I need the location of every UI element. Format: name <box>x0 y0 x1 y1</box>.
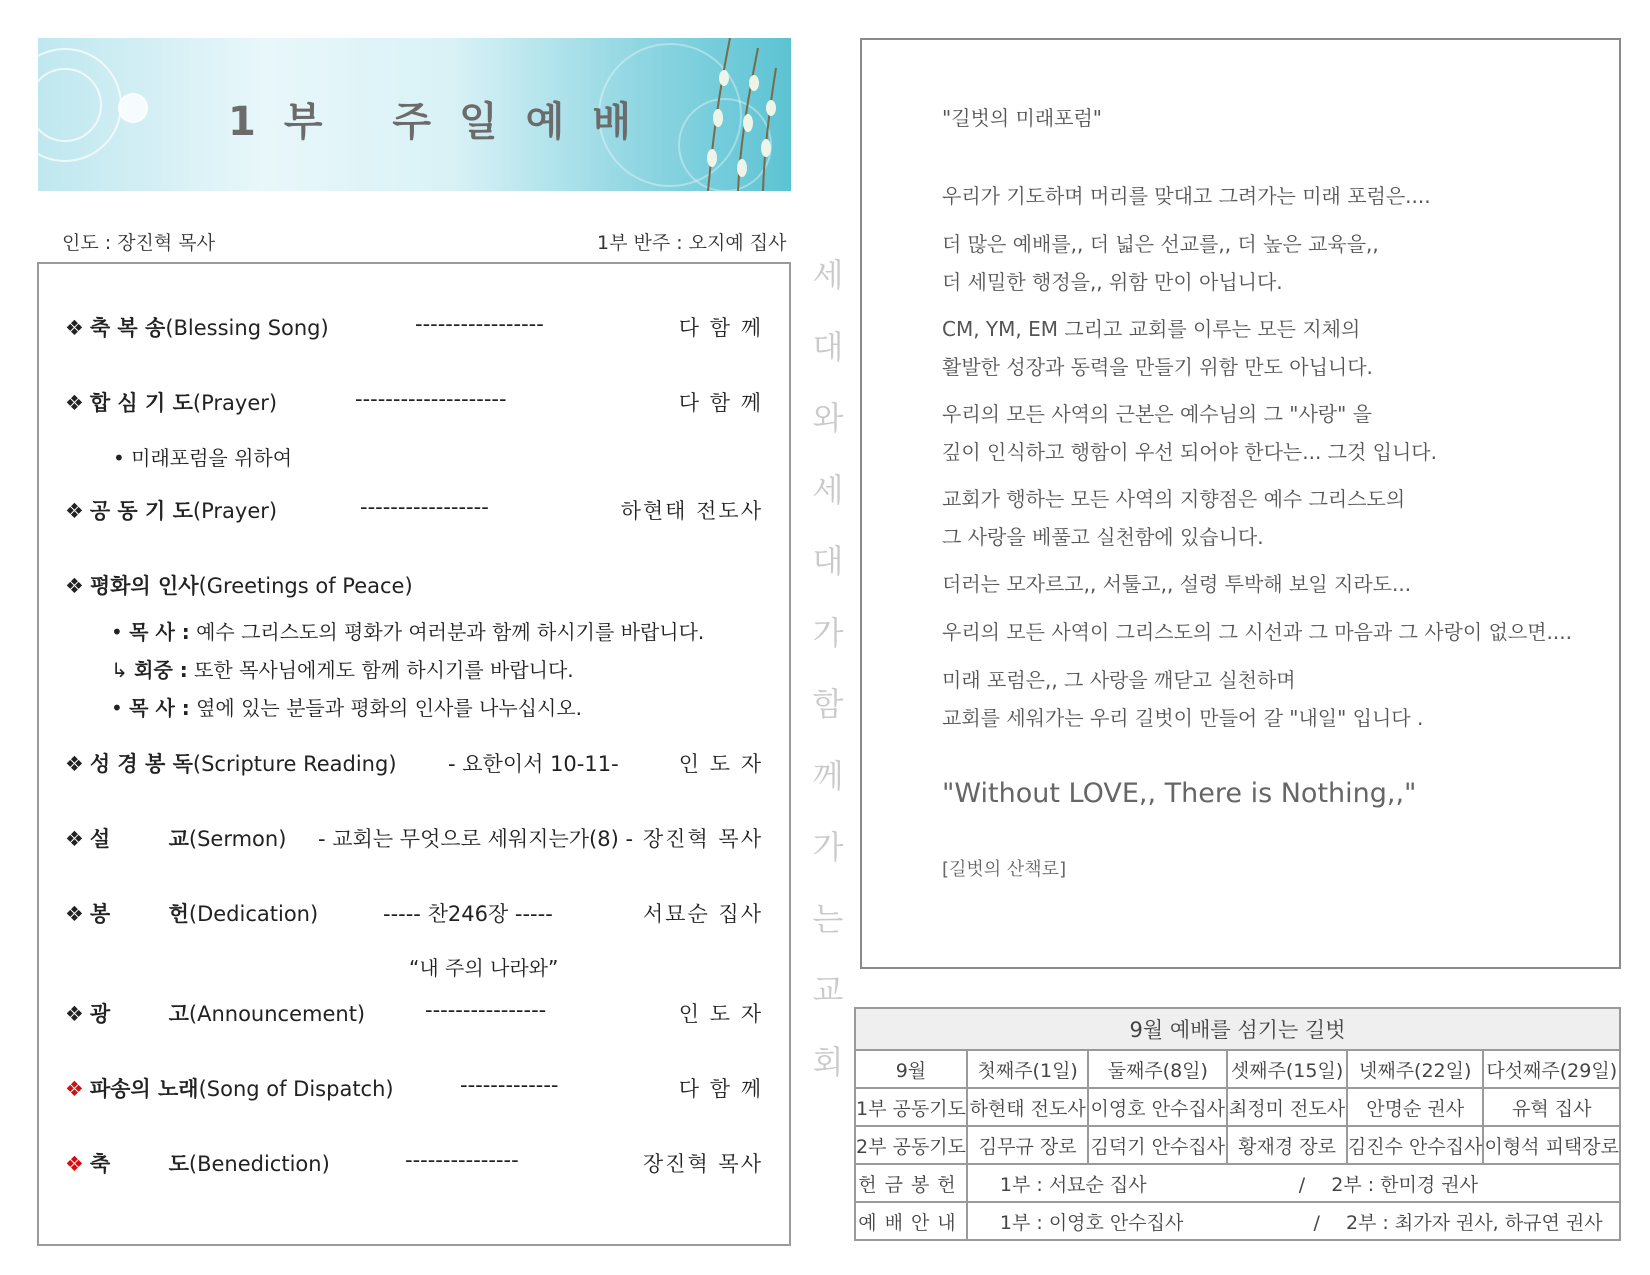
essay-box <box>860 38 1621 969</box>
order-item: ❖ 합 심 기 도(Prayer) -------------------- 다 함 께 <box>65 387 763 415</box>
diamond-icon: ❖ <box>65 902 84 926</box>
essay-line: 교회가 행하는 모든 사역의 지향점은 예수 그리스도의 <box>942 487 1406 511</box>
diamond-icon: ❖ <box>65 574 84 598</box>
essay-line: 활발한 성장과 동력을 만들기 위함 만도 아닙니다. <box>942 355 1373 379</box>
peace-line: • 목 사 : 예수 그리스도의 평화가 여러분과 함께 하시기를 바랍니다. <box>111 620 705 644</box>
diamond-icon: ❖ <box>65 752 84 776</box>
table-row: 1부 공동기도 하현태 전도사 이영호 안수집사 최정미 전도사 안명순 권사 유혁 집사 <box>855 1088 1620 1126</box>
peace-line: • 목 사 : 옆에 있는 분들과 평화의 인사를 나누십시오. <box>111 696 582 720</box>
order-item: ❖ 설 교(Sermon) - 교회는 무엇으로 세워지는가(8) - 장진혁 목사 <box>65 827 763 851</box>
essay-line: 깊이 인식하고 행함이 우선 되어야 한다는... 그것 입니다. <box>942 440 1437 464</box>
order-item: ❖ 광 고(Announcement) ---------------- 인 도 자 <box>65 998 763 1026</box>
leader-label: 인도 : 장진혁 목사 <box>62 232 215 254</box>
willow-branch-decoration <box>668 38 788 191</box>
title-banner <box>38 38 791 191</box>
diamond-icon: ❖ <box>65 1152 84 1176</box>
essay-line: CM, YM, EM 그리고 교회를 이루는 모든 지체의 <box>942 317 1361 341</box>
essay-title: "길벗의 미래포럼" <box>942 106 1102 130</box>
essay-line: 우리가 기도하며 머리를 맞대고 그려가는 미래 포럼은.... <box>942 184 1431 208</box>
order-item: ❖ 공 동 기 도(Prayer) ----------------- 하현태 전도사 <box>65 495 763 523</box>
order-item: ❖ 평화의 인사(Greetings of Peace) <box>65 574 413 598</box>
table-header-row: 9월 첫째주(1일) 둘째주(8일) 셋째주(15일) 넷째주(22일) 다섯째주(29일) <box>855 1050 1620 1088</box>
essay-line: 더 세밀한 행정을,, 위함 만이 아닙니다. <box>942 270 1283 294</box>
order-item: ❖ 축 복 송(Blessing Song) ----------------- 다 함 께 <box>65 312 763 340</box>
essay-line: 교회를 세워가는 우리 길벗이 만들어 갈 "내일" 입니다 . <box>942 706 1424 730</box>
table-row: 2부 공동기도 김무규 장로 김덕기 안수집사 황재경 장로 김진수 안수집사 이형석 피택장로 <box>855 1126 1620 1164</box>
essay-quote: "Without LOVE,, There is Nothing,," <box>942 778 1417 809</box>
service-schedule-table <box>854 1007 1621 1241</box>
vertical-motto: 세 대 와 세 대 가 함 께 가 는 교 회 <box>812 256 844 1081</box>
essay-line: 우리의 모든 사역의 근본은 예수님의 그 "사랑" 을 <box>942 402 1372 426</box>
diamond-icon: ❖ <box>65 1002 84 1026</box>
accompanist-label: 1부 반주 : 오지예 집사 <box>597 232 787 254</box>
table-title: 9월 예배를 섬기는 길벗 <box>855 1008 1620 1050</box>
diamond-icon: ❖ <box>65 316 84 340</box>
essay-source: [길벗의 산책로] <box>942 859 1067 880</box>
essay-line: 우리의 모든 사역이 그리스도의 그 시선과 그 마음과 그 사랑이 없으면.... <box>942 620 1572 644</box>
essay-line: 더 많은 예배를,, 더 넓은 선교를,, 더 높은 교육을,, <box>942 232 1379 256</box>
hymn-title: “내 주의 나라와” <box>409 956 559 980</box>
order-item: ❖ 성 경 봉 독(Scripture Reading) - 요한이서 10-11- 인 도 자 <box>65 752 763 776</box>
usher-row: 예배안내 1부 : 이영호 안수집사 / 2부 : 최가자 권사, 하규연 권사 <box>855 1202 1620 1240</box>
order-item: ❖ 축 도(Benediction) --------------- 장진혁 목사 <box>65 1148 763 1176</box>
diamond-icon: ❖ <box>65 499 84 523</box>
diamond-icon: ❖ <box>65 1077 84 1101</box>
diamond-icon: ❖ <box>65 827 84 851</box>
offering-row: 헌금봉헌 1부 : 서묘순 집사 / 2부 : 한미경 권사 <box>855 1164 1620 1202</box>
order-of-worship <box>37 262 791 1246</box>
page-title: 1부 주일예배 <box>228 99 659 145</box>
essay-line: 그 사랑을 베풀고 실천함에 있습니다. <box>942 525 1264 549</box>
prayer-subtopic: • 미래포럼을 위하여 <box>113 446 293 470</box>
diamond-icon: ❖ <box>65 391 84 415</box>
order-item: ❖ 봉 헌(Dedication) ----- 찬246장 ----- 서묘순 집사 <box>65 902 763 926</box>
essay-line: 미래 포럼은,, 그 사랑을 깨닫고 실천하며 <box>942 668 1296 692</box>
order-item: ❖ 파송의 노래(Song of Dispatch) ------------- 다 함 께 <box>65 1073 763 1101</box>
essay-line: 더러는 모자르고,, 서툴고,, 설령 투박해 보일 지라도... <box>942 572 1412 596</box>
peace-line: ↳ 회중 : 또한 목사님에게도 함께 하시기를 바랍니다. <box>111 658 574 682</box>
